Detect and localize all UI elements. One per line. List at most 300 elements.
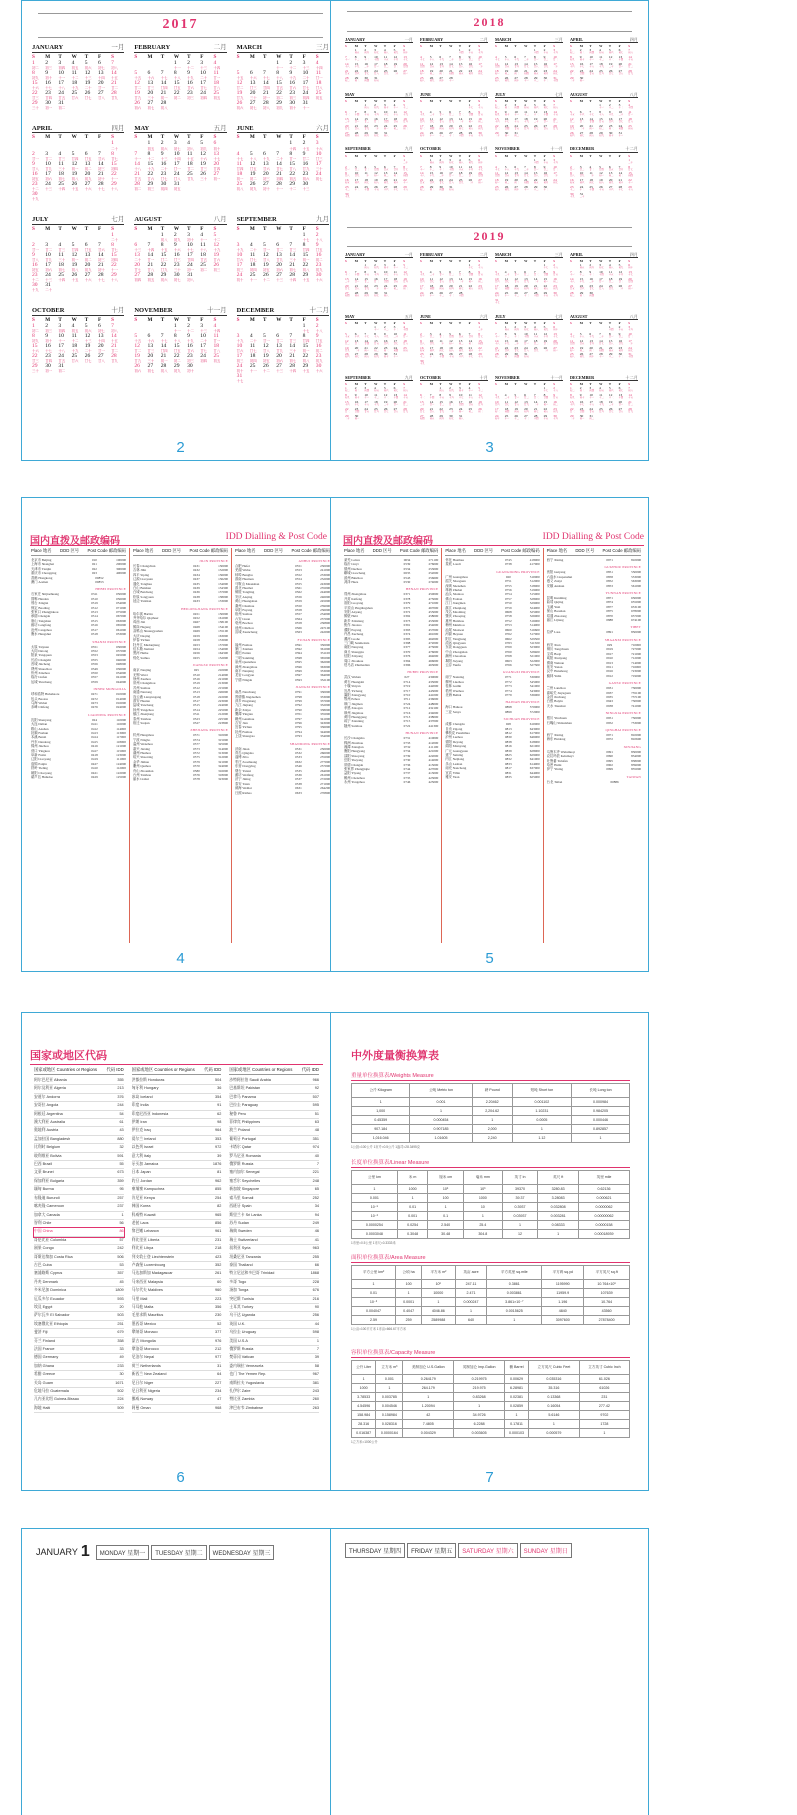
weekday-label: S <box>570 98 572 103</box>
lunar-date: 初四 <box>504 411 510 414</box>
table-cell: 2,000 <box>472 1125 512 1134</box>
weekday-label: W <box>599 259 603 264</box>
day-number: 27 <box>618 68 623 73</box>
lunar-date: 十七 <box>97 186 105 191</box>
lunar-date: 廿八 <box>289 166 297 171</box>
day-number: 13 <box>628 270 632 275</box>
table-cell: 1 <box>397 1194 428 1203</box>
day-number: 8 <box>302 241 306 248</box>
day-number: 11 <box>468 393 472 398</box>
country-name: 芬兰 Finland <box>34 1338 56 1343</box>
lunar-date: 初五 <box>213 358 221 363</box>
day-number: 23 <box>449 407 453 412</box>
lunar-date: 廿二 <box>533 342 539 345</box>
day-number: 24 <box>58 352 64 359</box>
place-name: 青岛 Qingdao <box>235 751 254 756</box>
day-number: 14 <box>533 400 538 405</box>
lunar-date: 初七 <box>553 182 558 185</box>
day-number: 28 <box>97 180 104 187</box>
lunar-date <box>459 363 469 366</box>
post-code: 337000 <box>320 698 330 703</box>
lunar-date: 廿九 <box>276 348 283 353</box>
place-name: 昆明 Kunming <box>546 596 567 601</box>
lunar-date: 初九 <box>173 369 181 374</box>
place-name: 阳泉 Yangquan <box>31 653 52 658</box>
weekday-label: T <box>514 382 517 387</box>
place-name: 大连 Dalian <box>31 722 48 727</box>
day-number: 10 <box>187 241 193 248</box>
place-name: 成都 Chengdu <box>445 722 465 727</box>
lunar-date: 十七 <box>213 156 221 161</box>
day-number: 23 <box>579 68 584 73</box>
day-number: 3 <box>589 386 592 391</box>
post-code: 810000 <box>631 558 641 562</box>
ddd-code: 0635 <box>403 571 411 576</box>
weekday-label: S <box>628 44 631 49</box>
table-cell: 0.3937 <box>502 1203 538 1212</box>
day-number: 2 <box>570 164 572 169</box>
province-heading: GUANGXI PROVINCE <box>502 670 540 675</box>
day-number: 26 <box>249 180 256 187</box>
post-code: 334000 <box>320 734 330 739</box>
place-name: 云浮 Yunfu <box>445 662 461 667</box>
place-name: 三明 Sanming <box>235 655 255 660</box>
weekday-label: F <box>200 316 204 323</box>
place-name: 安阳 Anyang <box>344 610 362 615</box>
lunar-row <box>420 295 488 298</box>
weekday-label: T <box>533 259 537 264</box>
day-number: 4 <box>458 157 461 162</box>
place-name: 漯河 Luohe <box>344 636 360 641</box>
lunar-date: 二十 <box>345 120 350 123</box>
weekday-label: S <box>495 98 497 103</box>
country-code: 966 <box>312 1078 320 1082</box>
place-name: 吐鲁番 Tulufan <box>546 758 568 763</box>
country-name: 老挝 Laos <box>131 1220 149 1225</box>
lunar-date: 初十 <box>383 106 389 109</box>
lunar-date: 十五 <box>543 52 549 55</box>
day-number: 13 <box>589 338 593 343</box>
lunar-date: 廿八 <box>618 411 624 414</box>
place-name: 赤峰 Chifeng <box>31 705 50 710</box>
post-code: 422000 <box>428 753 439 758</box>
lunar-date <box>619 80 629 83</box>
country-code: 506 <box>117 1254 124 1259</box>
province-heading: HEILONGJIANG PROVINCE <box>181 606 228 611</box>
day-number: 29 <box>111 271 117 278</box>
day-number: 9 <box>589 270 592 275</box>
lunar-row <box>32 369 124 373</box>
ddd-code: 0556 <box>295 594 302 599</box>
post-code: 730900 <box>631 699 641 704</box>
lunar-date: 初五 <box>524 356 529 359</box>
day-number: 9 <box>570 171 572 176</box>
weekday-label: T <box>84 53 89 60</box>
post-code: 441300 <box>428 723 439 728</box>
lunar-date: 廿四 <box>468 274 474 277</box>
day-number: 30 <box>364 75 368 80</box>
lunar-date: 廿九 <box>524 281 529 284</box>
country-code: 261 <box>215 1271 222 1276</box>
place-name: 萍乡 Pingxiang <box>235 698 256 703</box>
lunar-date: 廿三 <box>439 335 445 338</box>
day-number: 11 <box>249 342 256 349</box>
lunar-date: 廿一 <box>543 120 549 123</box>
day-number: 24 <box>449 178 453 183</box>
day-number: 6 <box>134 241 138 248</box>
country-code: 961 <box>215 1229 222 1234</box>
ddd-code: 010 <box>91 558 97 562</box>
lunar-date: 初二 <box>200 267 208 272</box>
weekday-label: T <box>608 320 612 325</box>
lunar-date: 初一 <box>213 176 221 181</box>
country-name: 黎巴嫩 Lebanon <box>131 1229 159 1234</box>
lunar-date: 十一 <box>364 397 370 400</box>
lunar-date: 廿二 <box>439 404 445 407</box>
ddd-code: 0912 <box>606 673 613 678</box>
day-number: 6 <box>147 69 151 76</box>
day-number: 23 <box>32 271 38 278</box>
lunar-date: 初三 <box>495 411 500 414</box>
day-number: 9 <box>543 164 546 169</box>
ddd-code: 025 <box>193 668 199 673</box>
place-name: 抚州 Fuzhou <box>235 729 253 734</box>
day-number: 28 <box>263 99 269 106</box>
lunar-date: 初八 <box>160 237 168 242</box>
ddd-code: 0888 <box>606 618 613 623</box>
day-number: 14 <box>495 338 499 343</box>
day-number: 24 <box>58 89 64 96</box>
post-code: 516000 <box>529 618 540 623</box>
lunar-date: 十九 <box>187 75 194 80</box>
day-number: 10 <box>495 277 499 282</box>
day-number: 28 <box>134 180 140 187</box>
place-name: 白城 Baicheng <box>133 590 153 595</box>
lunar-date: 初一 <box>374 175 379 178</box>
lunar-row <box>570 135 638 138</box>
place-name: 咸宁 Xianning <box>344 719 364 724</box>
day-number: 1 <box>111 231 114 238</box>
day-number: 29 <box>302 271 309 278</box>
ddd-code: 0898 <box>505 705 512 710</box>
lunar-date: 初六 <box>570 134 575 137</box>
month-name-cn: 一月 <box>404 37 413 42</box>
weekday-label: S <box>345 98 347 103</box>
lunar-date: 初五 <box>524 106 529 109</box>
country-code: 212 <box>215 1347 222 1351</box>
lunar-date: 初一 <box>543 404 549 407</box>
country-name: 马耳他 Malta <box>131 1304 154 1309</box>
day-number: 13 <box>97 69 104 76</box>
post-code: 053000 <box>116 632 126 637</box>
country-name: 中国 China <box>34 1229 53 1234</box>
place-name: 邵阳 Shaoyang <box>344 753 365 758</box>
weekday-label: T <box>458 382 462 387</box>
day-number: 24 <box>589 407 593 412</box>
day-number: 28 <box>354 290 359 295</box>
lunar-date: 十四 <box>458 134 464 137</box>
place-name: 湘潭 Xiangtan <box>344 745 364 750</box>
lunar-date: 廿九 <box>302 166 310 171</box>
day-number: 21 <box>449 68 453 73</box>
lunar-date: 廿四 <box>383 120 389 123</box>
weekday-label: M <box>249 53 255 60</box>
weekday-label: T <box>458 98 462 103</box>
lunar-date: 初一 <box>495 182 500 185</box>
place-name: 哈尔滨 Harbin <box>133 611 153 616</box>
lunar-date: 初五 <box>599 390 604 393</box>
lunar-date: 十八 <box>553 267 558 270</box>
place-name: 营口 Yingkou <box>31 748 50 753</box>
day-number: 22 <box>276 89 282 96</box>
country-name: 哥伦比亚 Colombia <box>34 1237 67 1242</box>
lunar-date: 初五 <box>570 182 575 185</box>
ddd-code: 0550 <box>295 603 302 608</box>
ddd-code: 0711 <box>403 697 411 702</box>
lunar-date: 廿一 <box>403 335 408 338</box>
post-code: 528000 <box>529 596 540 601</box>
header-rule <box>347 227 632 228</box>
lunar-date: 初十 <box>213 146 221 151</box>
ddd-code: 0931 <box>606 686 613 691</box>
day-number: 17 <box>58 342 64 349</box>
lunar-date: 十一 <box>393 106 399 109</box>
day-number: 1 <box>468 102 471 107</box>
day-number: 20 <box>618 62 623 67</box>
ddd-code: 0746 <box>403 780 411 785</box>
post-code: 529500 <box>529 636 540 641</box>
lunar-date: 廿六 <box>504 349 510 352</box>
day-number: 18 <box>58 261 64 268</box>
day-number: 18 <box>589 178 593 183</box>
column-header-label: DDD 区号 <box>575 548 595 553</box>
table-note: 1公担=100公斤 1市斤=0.5公斤 1盎司=28.3495克 <box>351 1145 421 1149</box>
day-number: 18 <box>504 283 509 288</box>
lunar-date <box>544 135 554 138</box>
ddd-code: 0874 <box>606 600 613 605</box>
lunar-date: 十五 <box>533 335 539 338</box>
day-number: 2 <box>579 48 582 53</box>
day-number: 3 <box>495 270 497 275</box>
lunar-date: 三十 <box>345 418 350 421</box>
month-block <box>570 93 638 138</box>
day-number: 28 <box>524 185 528 190</box>
lunar-date: 廿八 <box>97 358 105 363</box>
lunar-date: 初六 <box>439 418 445 421</box>
lunar-date: 三十 <box>58 166 66 171</box>
day-number: 18 <box>213 342 220 349</box>
lunar-date <box>394 196 404 199</box>
weekday-label: F <box>618 259 621 264</box>
lunar-date: 廿五 <box>200 257 208 262</box>
day-number: 26 <box>478 407 482 412</box>
lunar-date: 三十 <box>249 95 257 100</box>
post-code: 464000 <box>428 654 439 659</box>
country-row <box>229 1085 319 1093</box>
lunar-date: 廿七 <box>618 120 624 123</box>
lunar-date: 初八 <box>468 287 474 290</box>
day-number: 31 <box>553 75 557 80</box>
lunar-date: 二十 <box>84 348 92 353</box>
lunar-date: 十六 <box>249 75 257 80</box>
day-number: 7 <box>134 150 138 157</box>
country-code: 358 <box>117 1338 124 1343</box>
lunar-date: 廿六 <box>420 120 425 123</box>
day-number: 1 <box>468 263 471 268</box>
country-name: 塞内加尔 Senegal <box>229 1170 260 1175</box>
lunar-date: 初十 <box>403 52 408 55</box>
day-number: 3 <box>315 140 319 147</box>
lunar-date: 十四 <box>628 106 633 109</box>
place-name: 徐州 Xuzhou <box>133 676 151 681</box>
day-number: 20 <box>147 89 154 96</box>
day-number: 22 <box>543 283 548 288</box>
weekday-label: T <box>187 53 191 60</box>
ddd-code: 0535 <box>295 768 302 773</box>
day-number: 6 <box>276 332 280 339</box>
day-number: 1 <box>543 386 546 391</box>
lunar-date: 初八 <box>439 390 445 393</box>
lunar-date: 十六 <box>495 120 500 123</box>
country-code: 237 <box>117 1204 124 1209</box>
country-name: 印度尼西亚 Indonesia <box>131 1111 169 1116</box>
place-name: 淮北 Huaibei <box>235 586 253 591</box>
country-row <box>132 1287 222 1295</box>
country-code: 965 <box>215 1212 222 1217</box>
weekday-label: T <box>160 53 165 60</box>
lunar-date: 初二 <box>553 404 558 407</box>
day-number: 7 <box>599 331 601 336</box>
day-number: 1 <box>374 324 376 329</box>
lunar-date: 二十 <box>599 335 604 338</box>
day-number: 9 <box>449 393 451 398</box>
lunar-date <box>628 80 638 83</box>
place-name: 齐齐哈尔 Qiqihaer <box>133 616 159 621</box>
lunar-date: 十一 <box>589 397 595 400</box>
day-number: 27 <box>97 352 104 359</box>
lunar-date: 初十 <box>439 79 445 82</box>
country-row <box>229 1254 319 1262</box>
day-number: 27 <box>618 407 623 412</box>
weekday-label: S <box>420 320 422 325</box>
ddd-code: 0571 <box>193 733 200 738</box>
day-number: 19 <box>236 89 243 96</box>
month-header <box>420 147 488 152</box>
table-cell: 100 <box>428 1194 464 1203</box>
country-row <box>34 1287 124 1295</box>
country-name: 突尼斯 Tunisia <box>229 1296 254 1301</box>
day-number: 11 <box>315 69 322 76</box>
lunar-date: 廿七 <box>608 72 614 75</box>
lunar-date: 廿二 <box>403 404 408 407</box>
ddd-code: 0458 <box>193 638 200 643</box>
ddd-code: 0756 <box>505 588 512 593</box>
country-code: 54 <box>119 1111 124 1116</box>
day-number: 28 <box>533 290 538 295</box>
country-name: 土耳其 Turkey <box>229 1304 254 1309</box>
place-name: 遂宁 Suining <box>445 753 464 758</box>
lunar-date: 初三 <box>187 358 194 363</box>
day-number: 14 <box>618 171 623 176</box>
place-name: 随州 Suizhou <box>344 723 363 728</box>
post-code: 338000 <box>320 707 330 712</box>
day-number: 26 <box>599 185 603 190</box>
country-code: 48 <box>314 1128 320 1133</box>
day-number: 1 <box>32 322 35 329</box>
ddd-code: 0580 <box>193 768 200 773</box>
country-row <box>34 1161 124 1169</box>
day-number: 23 <box>589 283 593 288</box>
lunar-date: 廿四 <box>45 358 52 363</box>
day-number: 17 <box>524 338 528 343</box>
day-number: 31 <box>589 414 593 419</box>
post-code: 650000 <box>631 596 641 601</box>
place-name: 菏泽 Heze <box>344 580 359 585</box>
ddd-code: 0632 <box>295 759 302 764</box>
lunar-date: 十二 <box>533 189 539 192</box>
post-code: 247100 <box>320 625 330 630</box>
lunar-date: 初一 <box>628 287 633 290</box>
column-header <box>34 1067 124 1075</box>
column-header-label: Place 地名 <box>133 548 154 553</box>
ddd-code: 0753 <box>505 623 512 628</box>
weekday-label: T <box>589 44 592 49</box>
lunar-date: 初四 <box>345 134 350 137</box>
day-number: 30 <box>315 362 322 369</box>
lunar-date: 廿九 <box>354 175 360 178</box>
weekday-label: T <box>383 98 387 103</box>
lunar-date: 初四 <box>449 72 454 75</box>
post-code: 113000 <box>116 731 126 735</box>
lunar-date: 初四 <box>249 267 257 272</box>
day-number: 30 <box>478 130 482 135</box>
lunar-date <box>85 197 98 201</box>
day-number: 27 <box>449 130 453 135</box>
lunar-date: 廿七 <box>111 156 118 161</box>
day-number: 25 <box>599 407 603 412</box>
lunar-row <box>345 295 413 298</box>
lunar-date: 初五 <box>263 267 270 272</box>
weekday-label: T <box>533 153 537 158</box>
country-code: 46 <box>314 1229 320 1234</box>
day-number: 6 <box>345 270 347 275</box>
lunar-date <box>85 288 98 292</box>
day-number: 12 <box>504 62 509 67</box>
lunar-date: 廿七 <box>302 85 310 90</box>
day-number: 21 <box>160 89 167 96</box>
month-name: JULY <box>495 313 506 319</box>
lunar-date <box>534 356 544 359</box>
province-heading: TAIWAN <box>626 774 641 779</box>
lunar-date <box>459 80 469 83</box>
country-row <box>34 1254 124 1262</box>
lunar-date: 初五 <box>628 127 633 130</box>
day-number: 16 <box>570 178 574 183</box>
place-name: 哈密 Hami <box>546 763 562 767</box>
weekday-label: S <box>420 382 422 387</box>
country-code: 244 <box>117 1103 124 1108</box>
day-number: 25 <box>504 290 509 295</box>
day-number: 25 <box>468 407 473 412</box>
lunar-date: 初一 <box>599 175 604 178</box>
day-number: 23 <box>553 283 557 288</box>
place-name: 石家庄 Shijiazhuang <box>31 592 59 597</box>
ddd-code: 0575 <box>193 755 200 760</box>
day-number: 11 <box>236 160 243 167</box>
ddd-code: 0563 <box>295 630 302 635</box>
lunar-date: 初十 <box>478 161 483 164</box>
weekday-label: T <box>364 98 367 103</box>
